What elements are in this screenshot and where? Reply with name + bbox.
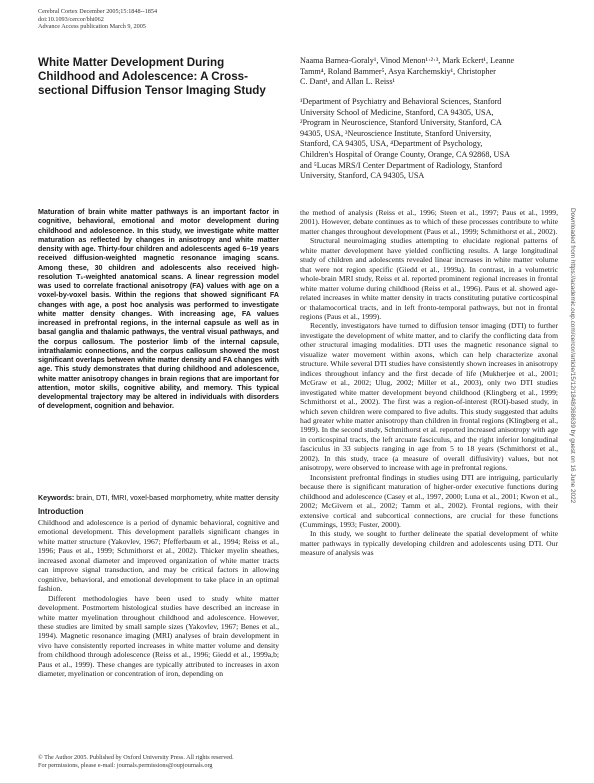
permissions-notice: For permissions, please e-mail: journals.permissions@oupjournals.org [38,761,213,769]
download-watermark-text: Downloaded from https://academic.oup.com/cercor/article/15/12/1848/368639 by guest on 16 June 2022 [569,208,576,504]
affiliation-line: 94305, USA, ³Neuroscience Institute, Stanford University, [300,128,492,138]
paragraph: Structural neuroimaging studies attempting to elucidate regional patterns of white matter development have yielded conflicting results. A large longitudinal study of children and adolescents revealed linear increases in white matter volume that were not region specific (Giedd et al., 1999a). In contrast, in a volumetric whole-brain MRI study, Reiss et al. reported prominent regional increases in frontal white matter volume during childhood (Reiss et al., 1996). Paus et al. showed age-related increases in white matter density in tracts constituting putative corticospinal or thalamocortical tracts, and in left fronto-temporal pathways, but not in frontal regions (Paus et al., 1999). [300,236,558,321]
affiliation-line: ¹Department of Psychiatry and Behavioral Sciences, Stanford [300,97,502,106]
footer [38,754,234,770]
keywords-label: Keywords: [38,494,75,502]
paragraph: the method of analysis (Reiss et al., 1996; Steen et al., 1997; Paus et al., 1999, 2001). However, debate continues as to which of these processes contribute to white matter changes throughout development (Paus et al., 1999; Schmithorst et al., 2002). [300,208,558,236]
author-line: Tamm⁴, Roland Bammer⁵, Asya Karchemskiy¹, Christopher [300,66,496,76]
paragraph: Inconsistent prefrontal findings in studies using DTI are intriguing, particularly because there is significant maturation of higher-order executive functions during childhood and adolescence (Casey et al., 1997, 2000; Luna et al., 2001; Kwon et al., 2002; McGivern et al., 2002; Tamm et al., 2002). Frontal regions, with their extensive cortical and subcortical connections, are crucial for these functions (Cummings, 1993; Fuster, 2000). [300,472,558,529]
affiliation-line: and ⁵Lucas MRS/I Center Department of Radiology, Stanford [300,160,502,170]
advance-access: Advance Access publication March 9, 2005 [38,23,146,31]
right-column-body [300,208,558,558]
doi: doi:10.1093/cercor/bhi062 [38,15,104,23]
affiliation-line: ²Program in Neuroscience, Stanford University, Stanford, CA [300,118,502,128]
keywords-text: brain, DTI, fMRI, voxel-based morphometry, white matter density [74,494,279,502]
journal-header [38,8,157,31]
keywords [38,494,279,503]
paragraph: Childhood and adolescence is a period of dynamic behavioral, cognitive and emotional development. This development parallels significant changes in white matter structure (Yakovlev, 1967; Pfefferbaum et al., 1994; Reiss et al., 1996; Paus et al., 1999; Schmithorst et al., 2002). Thicker myelin sheathes, increased axonal diameter and improved organization of white matter tracts can improve signal transduction, and may be critical factors in allowing cognitive, behavioral, and emotional development to take place in an optimal fashion. [38,518,279,594]
copyright-notice: © The Author 2005. Published by Oxford University Press. All rights reserved. [38,754,234,761]
paragraph: In this study, we sought to further delineate the spatial development of white matter pathways in typically developing children and adolescents using DTI. Our measure of analysis was [300,529,558,558]
section-heading-introduction: Introduction [38,507,84,516]
affiliation-line: Children's Hospital of Orange County, Orange, CA 92868, USA [300,149,510,159]
author-line: Naama Barnea-Goraly¹, Vinod Menon¹·²·³, Mark Eckert¹, Leanne [300,56,515,65]
paragraph: Recently, investigators have turned to diffusion tensor imaging (DTI) to further investigate the development of white matter, and to clarify the conflicting data from other structural imaging modalities. DTI uses the magnetic resonance signal to visualize water movement within axons, which can help characterize axonal structure. While several DTI studies have consistently shown increases in anisotropy indices throughout infancy and the first decade of life (Mukherjee et al., 2001; McGraw et al., 2002; Ulug, 2002; Miller et al., 2003), only two DTI studies investigated white matter development beyond childhood (Klingberg et al., 1999; Schmithorst et al., 2002). The first was a region-of-interest (ROI)-based study, in which seven children were compared to five adults. This study suggested that adults had greater white matter anisotropy than children in frontal regions (Klingberg et al., 1999). In the second study, Schmithorst et al. reported increased anisotropy with age in corticospinal tracts, the left arcuate fasciculus, and the right inferior longitudinal fasciculus in 33 subjects ranging in age from 5 to 18 years (Schmithorst et al., 2002). In this study, trace (a measure of overall diffusivity) values, but not anisotropy, were observed to increase with age in prefrontal regions. [300,321,558,473]
author-list [300,56,562,88]
abstract: Maturation of brain white matter pathways is an important factor in cognitive, behavioral, emotional and motor development during childhood and adolescence. In this study, we investigate white matter maturation as reflected by changes in anisotropy and white matter density with age. Thirty-four children and adolescents aged 6–19 years received diffusion-weighted magnetic resonance imaging scans. Among these, 30 children and adolescents also received high-resolution T₁-weighted anatomical scans. A linear regression model was used to correlate fractional anisotropy (FA) values with age on a voxel-by-voxel basis. Within the regions that showed significant FA changes with age, a post hoc analysis was performed to investigate white matter density changes. With increasing age, FA values increased in prefrontal regions, in the internal capsule as well as in basal ganglia and thalamic pathways, the ventral visual pathways, and the corpus callosum. The posterior limb of the internal capsule, intrathalamic connections, and the corpus callosum showed the most significant overlaps between white matter density and FA changes with age. This study demonstrates that during childhood and adolescence, white matter anisotropy changes in brain regions that are important for attention, motor skills, cognitive ability, and memory. This typical developmental trajectory may be altered in individuals with disorders of development, cognition and behavior. [38,208,279,411]
paragraph: Different methodologies have been used to study white matter development. Postmortem histological studies have described an increase in white matter myelination throughout childhood and adolescence. However, these studies are limited by small sample sizes (Yakovlev, 1967; Benes et al., 1994). Magnetic resonance imaging (MRI) analyses of brain development in vivo have consistently reported increases in white matter volume and density from childhood through adolescence (Reiss et al., 1996; Giedd et al., 1999a,b; Paus et al., 1999). These changes are typically attributed to increases in axon diameter, myelination or concentration of iron, depending on [38,593,279,679]
author-line: C. Dant¹, and Allan L. Reiss¹ [300,77,395,87]
download-watermark [566,208,578,568]
article-title: White Matter Development During Childhood and Adolescence: A Cross-sectional Diffusion Tensor Imaging Study [38,56,266,98]
affiliation-line: University School of Medicine, Stanford, CA 94305, USA, [300,107,494,117]
affiliation-line: Stanford, CA 94305, USA, ⁴Department of Psychology, [300,139,483,149]
affiliation-line: University, Stanford, CA 94305, USA [300,171,425,181]
affiliations [300,97,562,182]
journal-citation: Cerebral Cortex December 2005;15:1848--1854 [38,8,158,15]
introduction-body [38,518,279,679]
